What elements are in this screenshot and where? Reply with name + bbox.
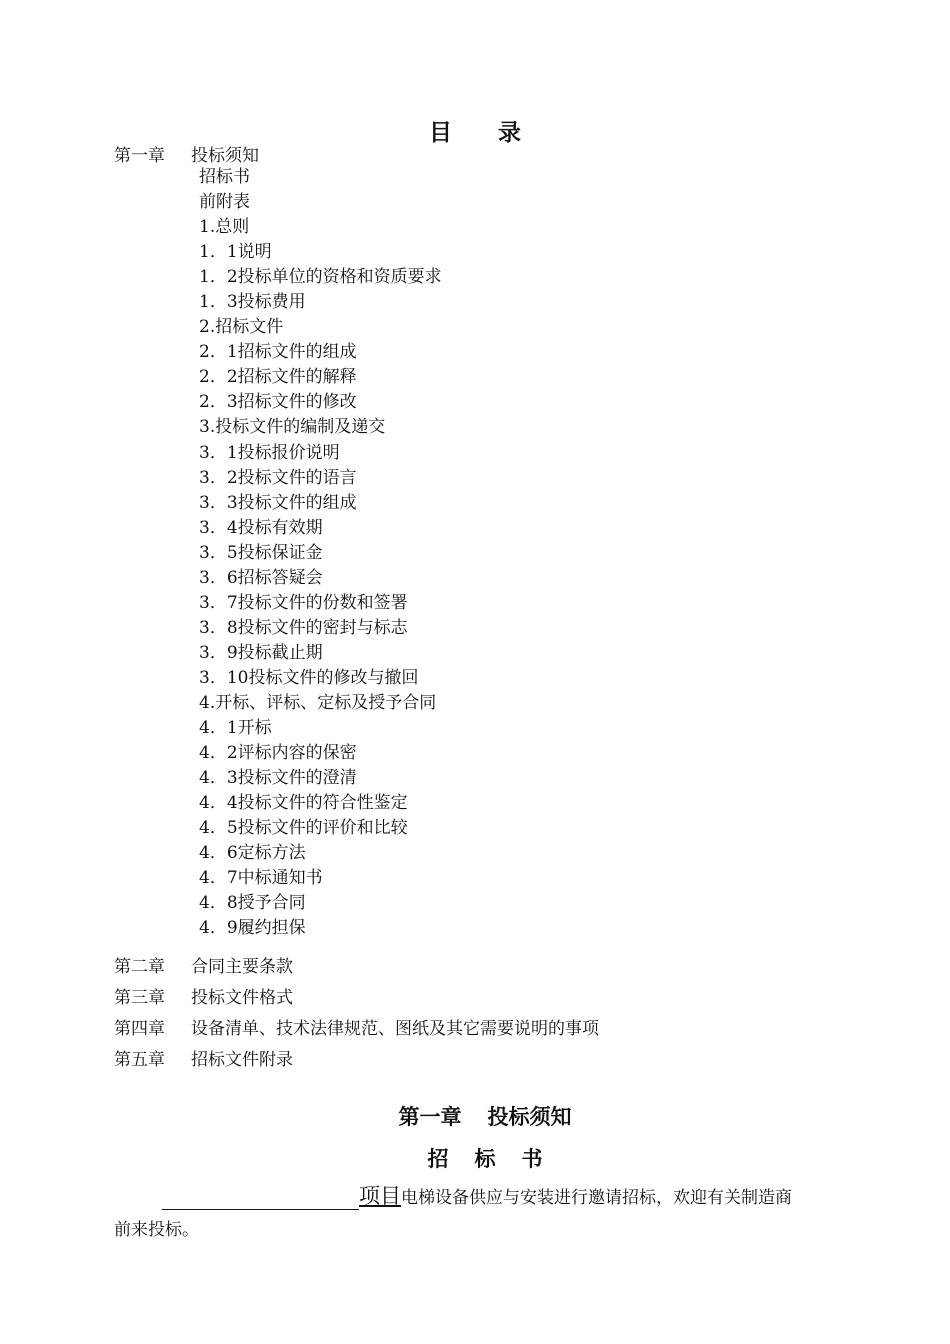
chapter-number: 第一章 bbox=[114, 146, 165, 166]
toc-entry: 3．8投标文件的密封与标志 bbox=[199, 617, 408, 638]
toc-entry: 3．1投标报价说明 bbox=[199, 442, 340, 463]
toc-entries-list bbox=[199, 165, 442, 941]
chapter-title: 招标文件附录 bbox=[191, 1050, 293, 1070]
toc-entry: 4．4投标文件的符合性鉴定 bbox=[199, 793, 408, 814]
fill-in-blank bbox=[162, 1189, 359, 1210]
subsection-heading bbox=[0, 1143, 950, 1173]
toc-chapter-4 bbox=[114, 1014, 599, 1039]
toc-entry: 3．3投标文件的组成 bbox=[199, 492, 357, 513]
subsection-char-3: 书 bbox=[521, 1146, 543, 1171]
paragraph-line-2: 前来投标。 bbox=[114, 1220, 199, 1240]
toc-entry: 4．7中标通知书 bbox=[199, 868, 323, 889]
toc-chapter-1 bbox=[114, 141, 259, 166]
toc-entry: 3.投标文件的编制及递交 bbox=[199, 417, 386, 438]
toc-entry: 3．7投标文件的份数和签署 bbox=[199, 592, 408, 613]
toc-entry: 1．1说明 bbox=[199, 242, 272, 263]
toc-entry: 1．3投标费用 bbox=[199, 292, 306, 313]
paragraph-text: 电梯设备供应与安装进行邀请招标，欢迎有关制造商 bbox=[401, 1188, 792, 1208]
toc-entry: 1.总则 bbox=[199, 217, 250, 238]
toc-entry: 3．6招标答疑会 bbox=[199, 567, 323, 588]
section-heading-number: 第一章 bbox=[398, 1104, 462, 1129]
toc-chapter-2 bbox=[114, 952, 293, 977]
chapter-number: 第二章 bbox=[114, 957, 165, 977]
chapter-title: 设备清单、技术法律规范、图纸及其它需要说明的事项 bbox=[191, 1019, 599, 1039]
toc-entry: 3．5投标保证金 bbox=[199, 542, 323, 563]
toc-entry: 4．5投标文件的评价和比较 bbox=[199, 818, 408, 839]
toc-entry: 4．3投标文件的澄清 bbox=[199, 768, 357, 789]
toc-entry: 4．8授予合同 bbox=[199, 893, 306, 914]
section-heading bbox=[0, 1101, 950, 1131]
toc-chapter-3 bbox=[114, 983, 293, 1008]
chapter-title: 投标文件格式 bbox=[191, 988, 293, 1008]
toc-entry: 2．3招标文件的修改 bbox=[199, 392, 357, 413]
toc-entry: 4．1开标 bbox=[199, 718, 272, 739]
toc-entry: 4．6定标方法 bbox=[199, 843, 306, 864]
toc-entry: 2．2招标文件的解释 bbox=[199, 367, 357, 388]
toc-entry: 3．2投标文件的语言 bbox=[199, 467, 357, 488]
toc-entry: 前附表 bbox=[199, 192, 250, 213]
toc-entry: 4.开标、评标、定标及授予合同 bbox=[199, 692, 437, 713]
toc-entry: 3．4投标有效期 bbox=[199, 517, 323, 538]
toc-entry: 2．1招标文件的组成 bbox=[199, 342, 357, 363]
toc-entry: 4．9履约担保 bbox=[199, 918, 306, 939]
toc-title-right: 录 bbox=[498, 119, 521, 146]
toc-entry: 3．10投标文件的修改与撤回 bbox=[199, 667, 419, 688]
chapter-number: 第四章 bbox=[114, 1019, 165, 1039]
chapter-number: 第三章 bbox=[114, 988, 165, 1008]
chapter-number: 第五章 bbox=[114, 1050, 165, 1070]
toc-chapter-5 bbox=[114, 1045, 293, 1070]
section-heading-title: 投标须知 bbox=[487, 1104, 572, 1129]
toc-entry: 1．2投标单位的资格和资质要求 bbox=[199, 267, 442, 288]
paragraph-line-1 bbox=[162, 1180, 792, 1210]
chapter-title: 投标须知 bbox=[191, 146, 259, 166]
project-word: 项目 bbox=[359, 1184, 401, 1208]
toc-entry: 3．9投标截止期 bbox=[199, 642, 323, 663]
toc-entry: 2.招标文件 bbox=[199, 317, 284, 338]
toc-entry: 4．2评标内容的保密 bbox=[199, 743, 357, 764]
subsection-char-1: 招 bbox=[427, 1146, 449, 1171]
chapter-title: 合同主要条款 bbox=[191, 957, 293, 977]
toc-entry: 招标书 bbox=[199, 167, 250, 187]
subsection-char-2: 标 bbox=[474, 1146, 496, 1171]
toc-title-left: 目 bbox=[429, 119, 452, 146]
